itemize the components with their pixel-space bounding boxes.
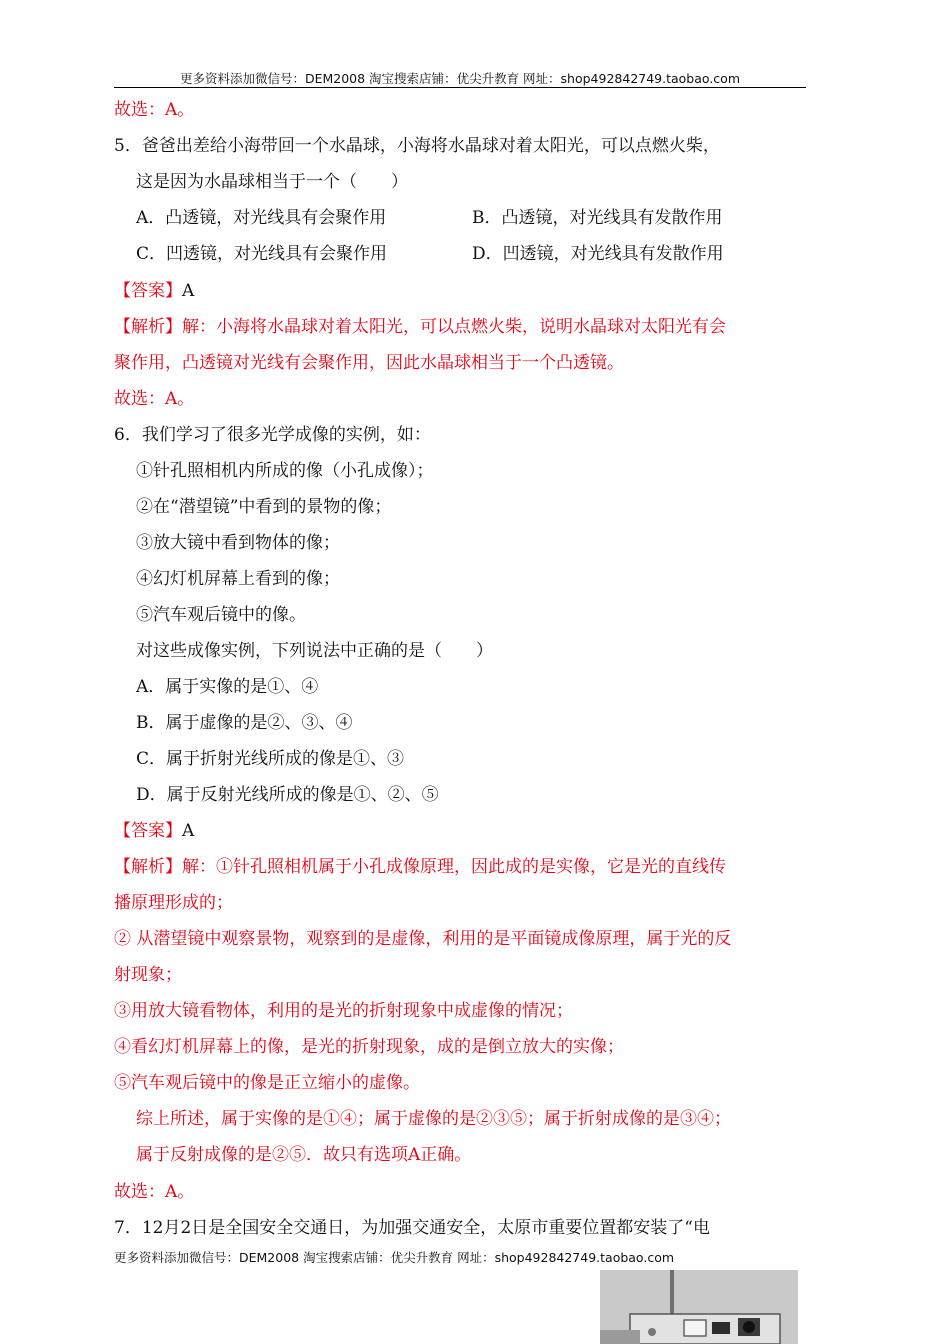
question-6-option-b: B．属于虚像的是②、③、④: [136, 713, 353, 733]
page-footer: 更多资料添加微信号：DEM2008 淘宝搜索店铺：优尖升教育 网址：shop492842749.taobao.com: [114, 1250, 675, 1265]
question-7-stem: 7．12月2日是全国安全交通日，为加强交通安全，太原市重要位置都安装了“电: [114, 1218, 710, 1238]
question-5-selection: 故选：A。: [114, 389, 195, 409]
question-5-answer: [114, 279, 194, 303]
question-6-answer: [114, 819, 194, 843]
question-6-item-5: ⑤汽车观后镜中的像。: [136, 605, 306, 625]
question-6-item-2: ②在“潜望镜”中看到的景物的像；: [136, 497, 392, 517]
explanation-tag: 【解析】: [114, 317, 182, 337]
traffic-camera-photo: [600, 1270, 798, 1344]
question-6-explanation-2-cont: 射现象；: [114, 965, 182, 985]
question-6-item-3: ③放大镜中看到物体的像；: [136, 533, 340, 553]
answer-tag: 【答案】: [114, 281, 182, 301]
explanation-text: 解：小海将水晶球对着太阳光，可以点燃火柴，说明水晶球对太阳光有会: [182, 317, 726, 337]
question-6-item-1: ①针孔照相机内所成的像（小孔成像）；: [136, 461, 434, 481]
question-6-explanation-cont: 播原理形成的；: [114, 893, 233, 913]
question-5-option-a: A．凸透镜，对光线具有会聚作用: [136, 208, 387, 228]
question-6-summary: 综上所述，属于实像的是①④；属于虚像的是②③⑤；属于折射成像的是③④；: [136, 1109, 731, 1129]
question-6-option-c: C．属于折射光线所成的像是①、③: [136, 749, 405, 769]
question-6-explanation-2: ② 从潜望镜中观察景物，观察到的是虚像，利用的是平面镜成像原理，属于光的反: [114, 929, 732, 949]
question-5-explanation: [114, 315, 726, 339]
header-divider: [114, 87, 806, 88]
explanation-text: 解：①针孔照相机属于小孔成像原理，因此成的是实像，它是光的直线传: [182, 857, 726, 877]
page-header: 更多资料添加微信号：DEM2008 淘宝搜索店铺：优尖升教育 网址：shop492842749.taobao.com: [179, 71, 741, 86]
question-5-option-b: B．凸透镜，对光线具有发散作用: [472, 208, 723, 228]
question-6-explanation-5: ⑤汽车观后镜中的像是正立缩小的虚像。: [114, 1073, 420, 1093]
question-6-option-a: A．属于实像的是①、④: [136, 677, 319, 697]
question-6-prompt: 对这些成像实例，下列说法中正确的是（ ）: [136, 641, 493, 661]
text-line: 故选：A。: [114, 100, 195, 120]
question-5-explanation-cont: 聚作用，凸透镜对光线有会聚作用，因此水晶球相当于一个凸透镜。: [114, 353, 624, 373]
question-5-stem-cont: 这是因为水晶球相当于一个（ ）: [136, 172, 408, 192]
answer-value: A: [182, 821, 195, 841]
question-6-item-4: ④幻灯机屏幕上看到的像；: [136, 569, 340, 589]
explanation-tag: 【解析】: [114, 857, 182, 877]
answer-value: A: [182, 281, 195, 301]
question-6-explanation-4: ④看幻灯机屏幕上的像，是光的折射现象，成的是倒立放大的实像；: [114, 1037, 624, 1057]
question-5-stem: 5．爸爸出差给小海带回一个水晶球，小海将水晶球对着太阳光，可以点燃火柴，: [114, 136, 720, 156]
question-5-option-d: D．凹透镜，对光线具有发散作用: [472, 244, 724, 264]
question-6-explanation-3: ③用放大镜看物体，利用的是光的折射现象中成虚像的情况；: [114, 1001, 573, 1021]
question-6-option-d: D．属于反射光线所成的像是①、②、⑤: [136, 785, 439, 805]
question-6-summary-cont: 属于反射成像的是②⑤．故只有选项A正确。: [136, 1145, 472, 1165]
question-5-option-c: C．凹透镜，对光线具有会聚作用: [136, 244, 388, 264]
traffic-camera-illustration: [600, 1270, 798, 1344]
answer-tag: 【答案】: [114, 821, 182, 841]
question-6-explanation: [114, 855, 726, 879]
question-6-selection: 故选：A。: [114, 1182, 195, 1202]
question-6-stem: 6．我们学习了很多光学成像的实例，如：: [114, 425, 431, 445]
